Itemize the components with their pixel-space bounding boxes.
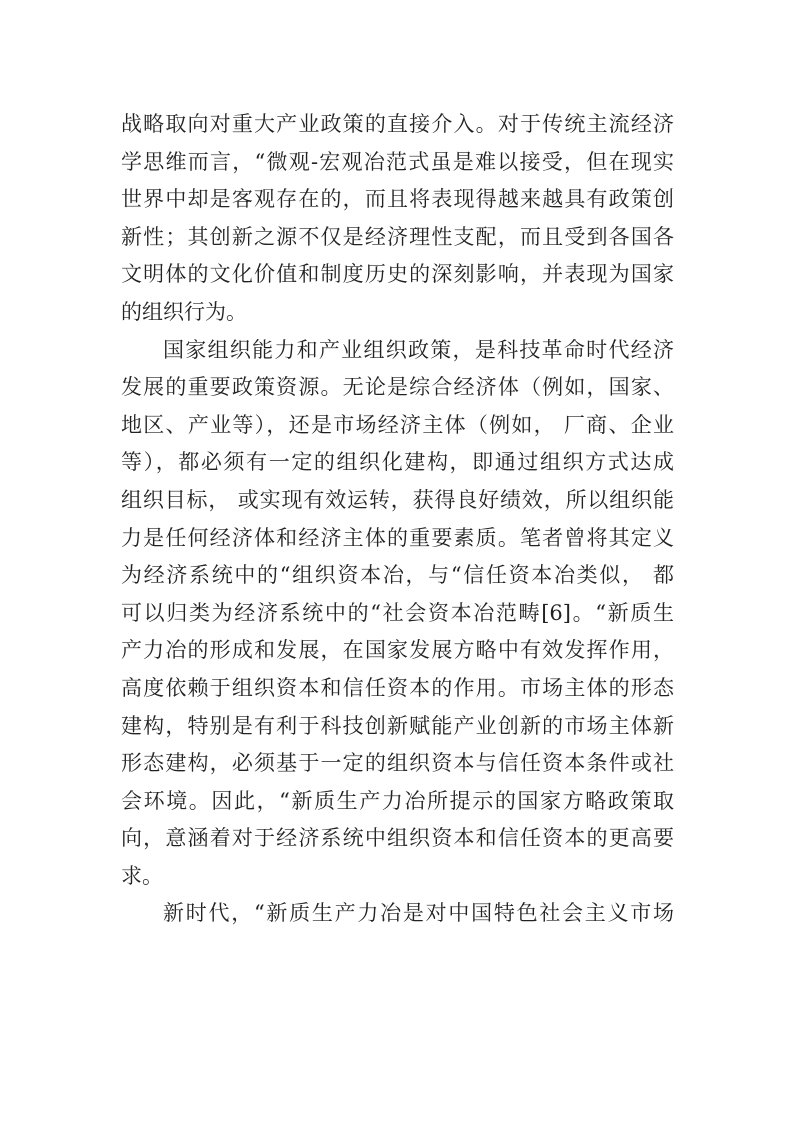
text-line: 为经济系统中的“组织资本冶，与“信任资本冶类似， 都 <box>121 563 674 588</box>
text-line: 可以归类为经济系统中的“社会资本冶范畴[6]。“新质生 <box>121 600 674 625</box>
text-line: 建构，特别是有利于科技创新赋能产业创新的市场主体新 <box>121 713 674 738</box>
text-line: 的组织行为。 <box>121 299 247 324</box>
document-page <box>121 106 674 933</box>
paragraph-1 <box>121 106 674 332</box>
text-line: 求。 <box>121 863 163 888</box>
text-line: 力是任何经济体和经济主体的重要素质。笔者曾将其定义 <box>121 525 674 550</box>
text-line: 形态建构，必须基于一定的组织资本与信任资本条件或社 <box>121 751 674 776</box>
text-line: 新时代，“新质生产力冶是对中国特色社会主义市场 <box>163 901 674 926</box>
paragraph-2 <box>121 332 674 896</box>
text-line: 世界中却是客观存在的，而且将表现得越来越具有政策创 <box>121 187 674 212</box>
text-line: 国家组织能力和产业组织政策，是科技革命时代经济 <box>163 337 674 362</box>
text-line: 战略取向对重大产业政策的直接介入。对于传统主流经济 <box>121 112 674 136</box>
paragraph-3 <box>121 895 674 933</box>
text-line: 新性；其创新之源不仅是经济理性支配，而且受到各国各 <box>121 224 674 249</box>
text-line: 组织目标， 或实现有效运转，获得良好绩效，所以组织能 <box>121 487 674 512</box>
text-line: 文明体的文化价值和制度历史的深刻影响，并表现为国家 <box>121 262 674 287</box>
text-line: 地区、产业等），还是市场经济主体（例如， 厂商、企业 <box>121 412 674 437</box>
text-line: 会环境。因此，“新质生产力冶所提示的国家方略政策取 <box>121 788 674 813</box>
text-line: 产力冶的形成和发展，在国家发展方略中有效发挥作用， <box>121 638 674 663</box>
text-line: 学思维而言，“微观-宏观冶范式虽是难以接受，但在现实 <box>121 149 674 174</box>
text-line: 向，意涵着对于经济系统中组织资本和信任资本的更高要 <box>121 826 674 851</box>
text-line: 等），都必须有一定的组织化建构，即通过组织方式达成 <box>121 450 674 475</box>
text-line: 发展的重要政策资源。无论是综合经济体（例如，国家、 <box>121 375 674 400</box>
text-line: 高度依赖于组织资本和信任资本的作用。市场主体的形态 <box>121 675 674 700</box>
